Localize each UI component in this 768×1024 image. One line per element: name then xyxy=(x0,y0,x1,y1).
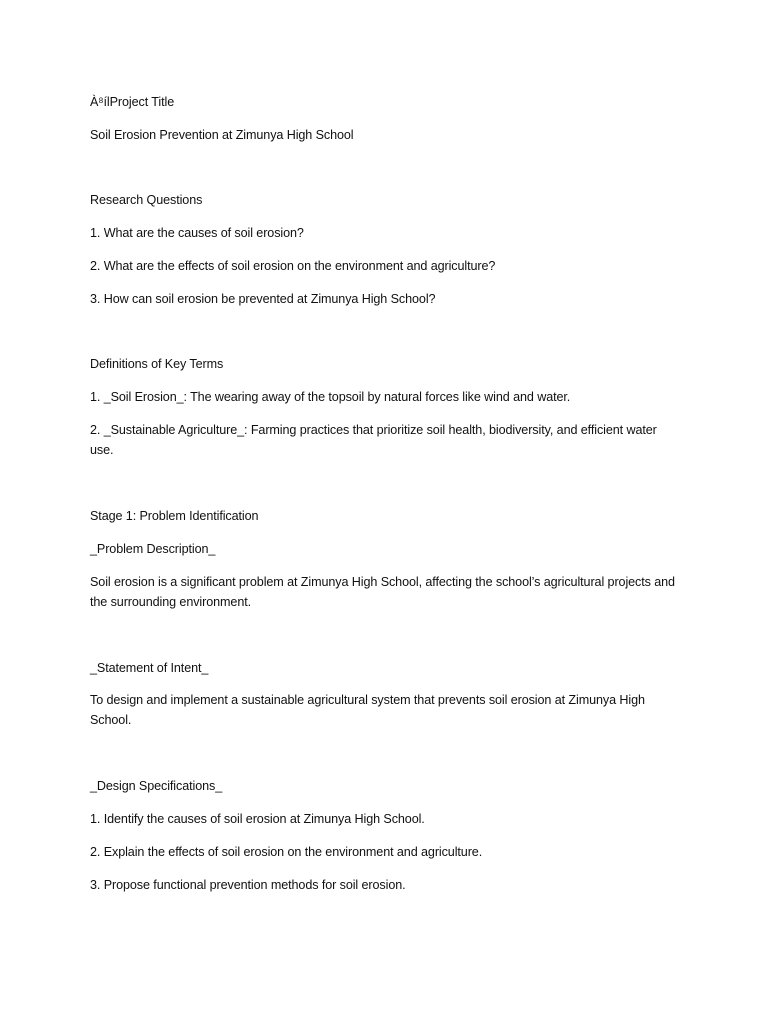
design-specification-item: 2. Explain the effects of soil erosion on the environment and agriculture. xyxy=(90,845,483,859)
statement-of-intent: To design and implement a sustainable agricultural system that prevents soil erosion at Zimunya High School. xyxy=(90,693,645,727)
problem-description-heading: _Problem Description_ xyxy=(90,542,216,556)
design-specification-item: 1. Identify the causes of soil erosion at Zimunya High School. xyxy=(90,812,425,826)
definition-item: 2. _Sustainable Agriculture_: Farming practices that prioritize soil health, biodiversity, and efficient water use. xyxy=(90,423,657,457)
design-specification-item: 3. Propose functional prevention methods for soil erosion. xyxy=(90,878,406,892)
definitions-heading: Definitions of Key Terms xyxy=(90,357,224,371)
design-specifications-heading: _Design Specifications_ xyxy=(90,779,223,793)
definition-item: 1. _Soil Erosion_: The wearing away of the topsoil by natural forces like wind and water. xyxy=(90,390,571,404)
problem-description: Soil erosion is a significant problem at Zimunya High School, affecting the school’s agricultural projects and the surrounding environment. xyxy=(90,575,675,609)
research-question: 2. What are the effects of soil erosion on the environment and agriculture? xyxy=(90,259,496,273)
stage-1-heading: Stage 1: Problem Identification xyxy=(90,509,259,523)
statement-of-intent-heading: _Statement of Intent_ xyxy=(90,661,209,675)
research-question: 1. What are the causes of soil erosion? xyxy=(90,226,304,240)
project-title: Soil Erosion Prevention at Zimunya High School xyxy=(90,128,354,142)
research-question: 3. How can soil erosion be prevented at Zimunya High School? xyxy=(90,292,436,306)
project-title-label: À⁸ílProject Title xyxy=(90,95,175,109)
research-questions-heading: Research Questions xyxy=(90,193,203,207)
